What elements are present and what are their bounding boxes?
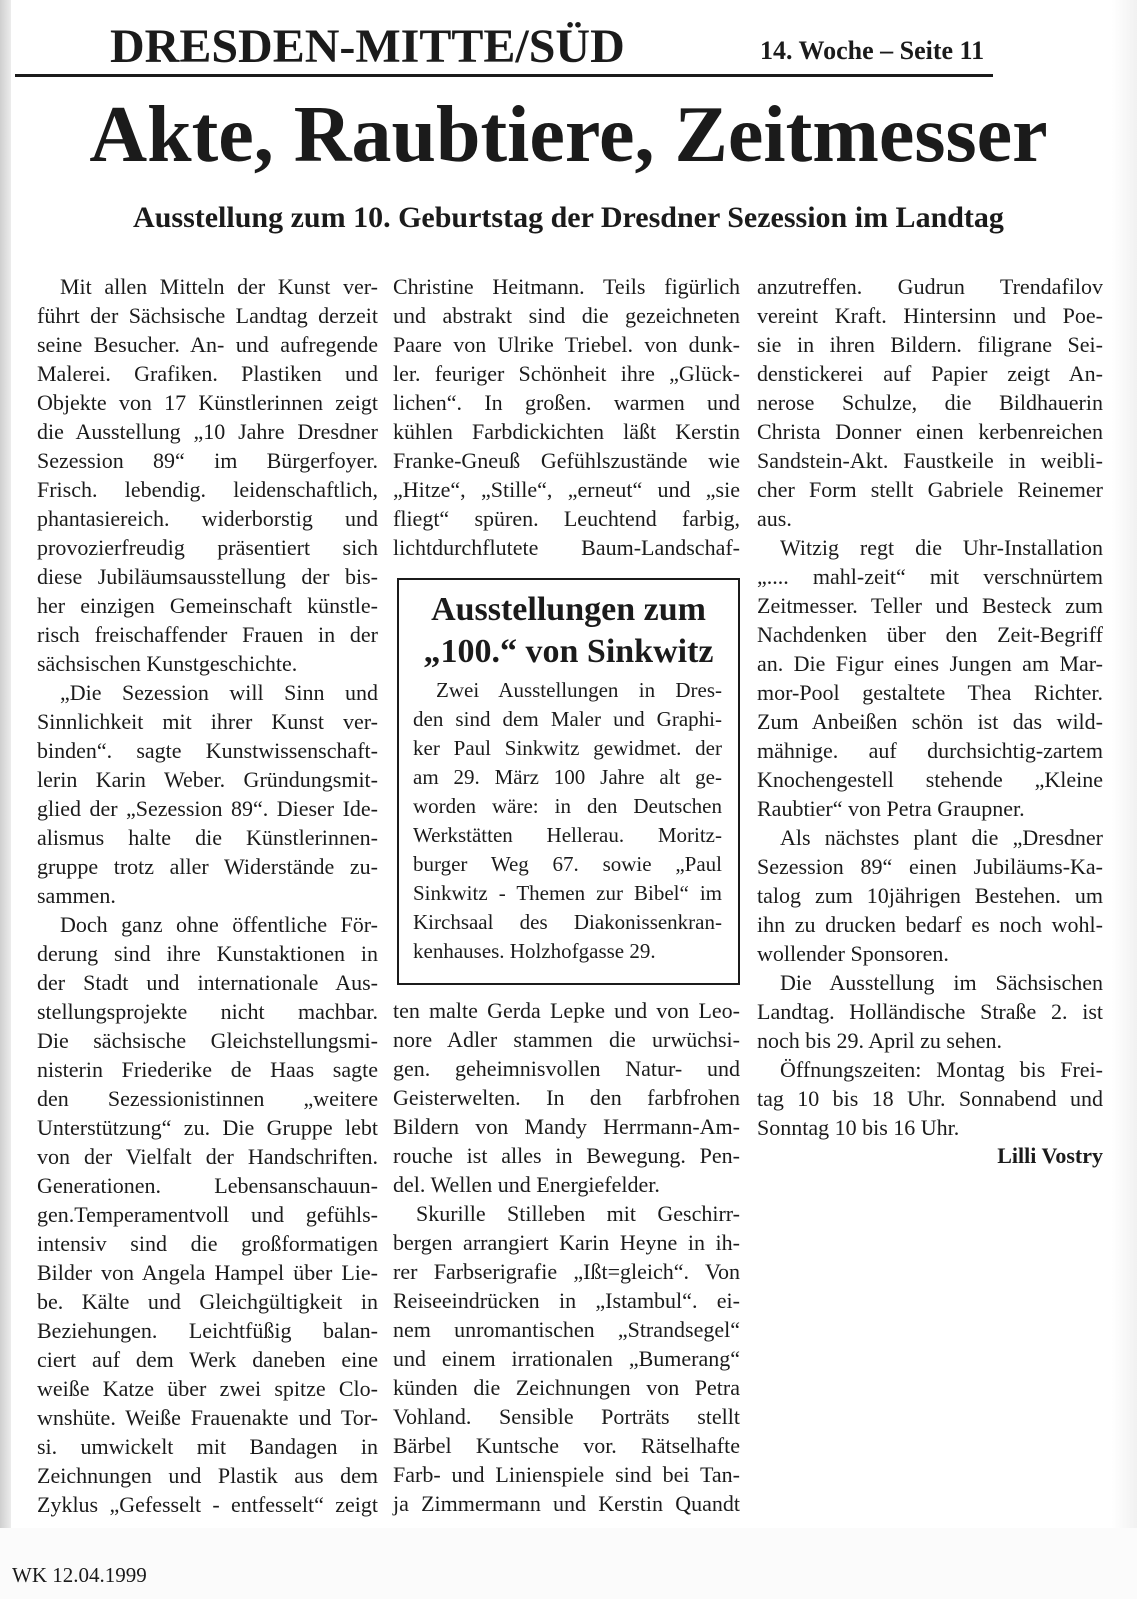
text-line: binden“. sagte Kunstwissenschaft- [37,738,378,763]
text-line: kenhauses. Holzhofgasse 29. [413,939,656,963]
text-line: Mit allen Mitteln der Kunst ver- [60,274,378,299]
text-line: Christa Donner einen kerbenreichen [757,419,1103,444]
text-line: derung sind ihre Kunstaktionen in [37,941,378,966]
text-line: Bärbel Kuntsche vor. Rätselhafte [393,1433,740,1458]
text-line: den Sezessionistinnen „weitere [37,1086,378,1111]
text-line: sächsischen Kunstgeschichte. [37,651,298,676]
text-line: ler. feuriger Schönheit ihre „Glück- [393,361,740,386]
text-line: Sinnlichkeit mit ihrer Kunst ver- [37,709,378,734]
text-line: Farb- und Linienspiele sind bei Tan- [393,1462,740,1487]
text-line: führt der Sächsische Landtag derzeit [37,303,378,328]
text-line: anzutreffen. Gudrun Trendafilov [757,274,1103,299]
text-line: Sezession 89“ im Bürgerfoyer. [37,448,378,473]
text-line: wnshüte. Weiße Frauenakte und Tor- [37,1405,378,1430]
text-line: „Die Sezession will Sinn und [60,680,378,705]
text-line: Christine Heitmann. Teils figürlich [393,274,740,299]
text-line: lichen“. In großen. warmen und [393,390,740,415]
text-line: Reiseeindrücken in „Istambul“. ei- [393,1288,740,1313]
info-box-body [399,673,738,966]
text-line: Unterstützung“ zu. Die Gruppe lebt [37,1115,378,1140]
text-line: intensiv sind die großformatigen [37,1231,378,1256]
text-line: burger Weg 67. sowie „Paul [413,852,722,876]
text-line: rouche ist alles in Bewegung. Pen- [393,1143,740,1168]
text-line: phantasiereich. widerborstig und [37,506,378,531]
paragraph [393,996,740,1199]
text-line: Franke-Gneuß Gefühlszustände wie [393,448,740,473]
issue-page-info: 14. Woche – Seite 11 [760,36,985,65]
text-line: Zeichnungen und Plastik aus dem [37,1463,378,1488]
text-line: ker Paul Sinkwitz gewidmet. der [413,736,722,760]
text-line: Frisch. lebendig. leidenschaftlich, [37,477,378,502]
text-line: Zwei Ausstellungen in Dres- [436,678,722,702]
text-line: stellungsprojekte nicht machbar. [37,999,378,1024]
text-line: Sandstein-Akt. Faustkeile in weibli- [757,448,1103,473]
text-line: Beziehungen. Leichtfüßig balan- [37,1318,378,1343]
text-line: weiße Katze über zwei spitze Clo- [37,1376,378,1401]
text-line: her einzigen Gemeinschaft künstle- [37,593,378,618]
column-1 [37,272,378,1519]
paragraph [37,272,378,678]
text-line: von der Vielfalt der Handschriften. [37,1144,378,1169]
text-line: Skurille Stilleben mit Geschirr- [416,1201,740,1226]
text-line: noch bis 29. April zu sehen. [757,1028,1003,1053]
paragraph [757,272,1103,533]
text-line: Bildern von Mandy Herrmann-Am- [393,1114,740,1139]
header-rule [15,74,993,77]
text-line: Sezession 89“ einen Jubiläums-Ka- [757,854,1103,879]
text-line: talog zum 10jährigen Bestehen. um [757,883,1103,908]
text-line: diese Jubiläumsausstellung der bis- [37,564,378,589]
text-line: gen. geheimnisvollen Natur- und [393,1056,740,1081]
text-line: gruppe trotz aller Widerstände zu- [37,854,378,879]
text-line: mähnige. auf durchsichtig-zartem [757,738,1103,763]
text-line: aus. [757,506,792,531]
text-line: Landtag. Holländische Straße 2. ist [757,999,1103,1024]
text-line: Doch ganz ohne öffentliche För- [60,912,378,937]
text-line: rer Farbserigrafie „Ißt=gleich“. Von [393,1259,740,1284]
text-line: lerin Karin Weber. Gründungsmit- [37,767,378,792]
text-line: am 29. März 100 Jahre alt ge- [413,765,722,789]
text-line: und einem irrationalen „Bumerang“ [393,1346,740,1371]
text-line: den sind dem Maler und Graphi- [413,707,722,731]
article-subheadline: Ausstellung zum 10. Geburtstag der Dresdner Sezession im Landtag [133,201,1004,234]
text-line: Zyklus „Gefesselt - entfesselt“ zeigt [37,1492,378,1517]
text-line: del. Wellen und Energiefelder. [393,1172,660,1197]
text-line: alismus halte die Künstlerinnen- [37,825,378,850]
column-2-lower [393,996,740,1518]
text-line: si. umwickelt mit Bandagen in [37,1434,378,1459]
text-line: wollender Sponsoren. [757,941,949,966]
text-line: kühlen Farbdickichten läßt Kerstin [393,419,740,444]
column-2-upper [393,272,740,562]
info-box-sinkwitz [397,578,740,985]
text-line: künden die Zeichnungen von Petra [393,1375,740,1400]
section-title: DRESDEN-MITTE/SÜD [110,20,625,73]
text-line: Öffnungszeiten: Montag bis Frei- [780,1057,1103,1082]
text-line: ja Zimmermann und Kerstin Quandt [393,1491,740,1516]
text-line: tag 10 bis 18 Uhr. Sonnabend und [757,1086,1103,1111]
text-line: Als nächstes plant die „Dresdner [780,825,1103,850]
text-line: Geisterwelten. In den farbfrohen [393,1085,740,1110]
text-line: Zum Anbeißen schön ist das wild- [757,709,1103,734]
text-line: ciert auf dem Werk daneben eine [37,1347,378,1372]
paragraph [37,678,378,910]
text-line: Sinkwitz - Themen zur Bibel“ im [413,881,722,905]
paragraph [393,272,740,562]
paragraph [757,533,1103,823]
text-line: Vohland. Sensible Porträts stellt [393,1404,740,1429]
text-line: nerose Schulze, die Bildhauerin [757,390,1103,415]
text-line: Bilder von Angela Hampel über Lie- [37,1260,378,1285]
text-line: Knochengestell stehende „Kleine [757,767,1103,792]
text-line: cher Form stellt Gabriele Reinemer [757,477,1103,502]
text-line: mor-Pool gestaltete Thea Richter. [757,680,1103,705]
text-line: bergen arrangiert Karin Heyne in ih- [393,1230,740,1255]
text-line: provozierfreudig präsentiert sich [37,535,378,560]
text-line: Malerei. Grafiken. Plastiken und [37,361,378,386]
text-line: vereint Kraft. Hintersinn und Poe- [757,303,1103,328]
text-line: Die sächsische Gleichstellungsmi- [37,1028,378,1053]
text-line: ihn zu drucken bedarf es noch wohl- [757,912,1103,937]
text-line: sammen. [37,883,116,908]
text-line: Objekte von 17 Künstlerinnen zeigt [37,390,378,415]
text-line: Werkstätten Hellerau. Moritz- [413,823,722,847]
source-date-note: WK 12.04.1999 [12,1563,147,1587]
text-line: risch freischaffender Frauen in der [37,622,378,647]
text-line: seine Besucher. An- und aufregende [37,332,378,357]
text-line: Raubtier“ von Petra Graupner. [757,796,1025,821]
text-line: Nachdenken über den Zeit-Begriff [757,622,1103,647]
text-line: lichtdurchflutete Baum-Landschaf- [393,535,740,560]
paragraph [757,1055,1103,1142]
text-line: Die Ausstellung im Sächsischen [780,970,1103,995]
text-line: glied der „Sezession 89“. Dieser Ide- [37,796,378,821]
text-line: fliegt“ spüren. Leuchtend farbig, [393,506,740,531]
paragraph [37,910,378,1519]
text-line: gen.Temperamentvoll und gefühls- [37,1202,378,1227]
text-line: Generationen. Lebensanschauun- [37,1173,378,1198]
text-line: der Stadt und internationale Aus- [37,970,378,995]
text-line: Sonntag 10 bis 16 Uhr. [757,1115,960,1140]
text-line: denstickerei auf Papier zeigt An- [757,361,1103,386]
article-headline: Akte, Raubtiere, Zeitmesser [89,91,1048,179]
text-line: Kirchsaal des Diakonissenkran- [413,910,722,934]
text-line: „Hitze“, „Stille“, „erneut“ und „sie [393,477,740,502]
text-line: nore Adler stammen die urwüchsi- [393,1027,740,1052]
column-3 [757,272,1103,1142]
info-box-title-line: „100.“ von Sinkwitz [423,633,714,670]
text-line: und abstrakt sind die gezeichneten [393,303,740,328]
text-line: be. Kälte und Gleichgültigkeit in [37,1289,378,1314]
text-line: sie in ihren Bildern. filigrane Sei- [757,332,1103,357]
info-box-title-line: Ausstellungen zum [431,591,706,628]
scan-margin-bottom [0,1528,1137,1599]
text-line: nem unromantischen „Strandsegel“ [393,1317,740,1342]
text-line: die Ausstellung „10 Jahre Dresdner [37,419,378,444]
text-line: ten malte Gerda Lepke und von Leo- [393,998,740,1023]
text-line: an. Die Figur eines Jungen am Mar- [757,651,1103,676]
text-line: „.... mahl-zeit“ mit verschnürtem [757,564,1103,589]
text-line: worden wäre: in den Deutschen [413,794,722,818]
info-box-heading [399,580,738,673]
author-byline: Lilli Vostry [997,1143,1103,1168]
paragraph [393,1199,740,1518]
text-line: Witzig regt die Uhr-Installation [780,535,1103,560]
text-line: Zeitmesser. Teller und Besteck zum [757,593,1103,618]
text-line: Paare von Ulrike Triebel. von dunk- [393,332,740,357]
paragraph [757,968,1103,1055]
text-line: nisterin Friederike de Haas sagte [37,1057,378,1082]
paragraph [757,823,1103,968]
